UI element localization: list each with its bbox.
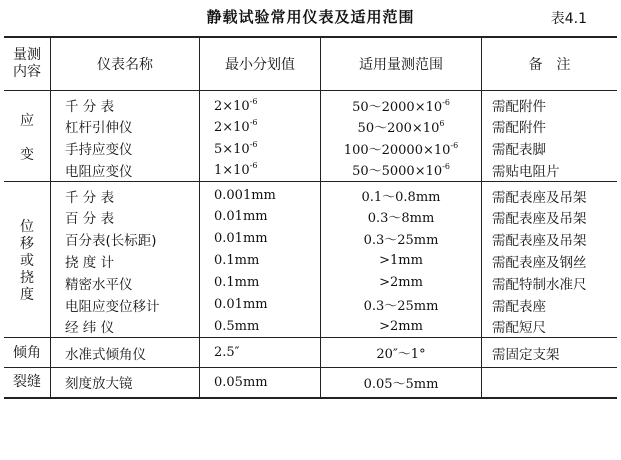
min-division	[200, 272, 321, 294]
range-value: 0.3～8mm	[367, 211, 435, 226]
table-body	[4, 91, 617, 398]
category-cell	[4, 91, 51, 182]
range-value: >2mm	[379, 318, 423, 334]
range-value: 50～200×10	[357, 120, 440, 136]
range	[321, 338, 482, 368]
category-label: 倾角	[13, 344, 41, 361]
instrument-name: 电阻应变位移计	[51, 294, 200, 316]
min-division	[200, 115, 321, 137]
note: 需配表座及钢丝	[492, 254, 587, 271]
min-division	[200, 338, 321, 368]
range	[321, 206, 482, 228]
range-value: 0.1～0.8mm	[361, 190, 441, 205]
note: 需固定支架	[482, 338, 618, 368]
table-row	[4, 272, 617, 294]
range-value: 0.3～25mm	[363, 233, 439, 248]
min-division-value: 0.01mm	[214, 209, 268, 224]
note: 需配表座及吊架	[482, 181, 618, 206]
min-division-value: 0.5mm	[214, 318, 260, 334]
header-range: 适用量测范围	[321, 37, 482, 91]
note: 需配短尺	[492, 320, 546, 337]
range	[321, 316, 482, 338]
table-row	[4, 181, 617, 206]
table-number: 表4.1	[550, 11, 587, 27]
instrument-name: 电阻应变仪	[51, 159, 200, 181]
note	[482, 368, 618, 398]
note: 需配附件	[492, 120, 546, 136]
min-division-exponent: -6	[249, 139, 258, 149]
min-division	[200, 316, 321, 338]
table-row	[4, 228, 617, 250]
instrument-name: 千 分 表	[51, 181, 200, 206]
instrument-name: 杠杆引伸仪	[51, 115, 200, 137]
category-cell	[4, 338, 51, 368]
instrument-name: 百 分 表	[51, 206, 200, 228]
min-division	[200, 137, 321, 159]
min-division-value: 5×10	[214, 141, 250, 157]
instrument-name: 经 纬 仪	[51, 316, 200, 338]
range	[321, 159, 482, 181]
range	[321, 115, 482, 137]
min-division-value: 2×10	[214, 98, 250, 114]
instrument-table	[4, 36, 617, 399]
min-division-exponent: -6	[249, 161, 258, 171]
range	[321, 228, 482, 250]
range-value: 50～2000×10	[352, 99, 443, 115]
table-row	[4, 338, 617, 368]
header-min-division: 最小分划值	[200, 37, 321, 91]
table-row	[4, 368, 617, 398]
header-name: 仪表名称	[51, 37, 200, 91]
min-division	[200, 181, 321, 206]
min-division	[200, 159, 321, 181]
range	[321, 272, 482, 294]
min-division-value: 2×10	[214, 119, 250, 135]
range-value: 50～5000×10	[352, 164, 443, 180]
note: 需配表座	[492, 298, 546, 315]
range	[321, 91, 482, 116]
category-cell	[4, 368, 51, 398]
instrument-name: 手持应变仪	[51, 137, 200, 159]
note: 需配特制水准尺	[492, 276, 587, 293]
min-division	[200, 228, 321, 250]
header-category: 量测内容	[4, 37, 51, 91]
min-division-value: 0.01mm	[214, 297, 268, 312]
instrument-name: 百分表(长标距)	[51, 228, 200, 250]
range-value: 100～20000×10	[343, 142, 451, 158]
min-division-value: 2.5″	[214, 345, 240, 360]
instrument-name: 精密水平仪	[51, 272, 200, 294]
instrument-name: 水准式倾角仪	[51, 338, 200, 368]
instrument-name: 刻度放大镜	[51, 368, 200, 398]
min-division-value: 0.05mm	[214, 374, 268, 390]
instrument-name: 挠 度 计	[51, 250, 200, 272]
note: 需配表脚	[492, 142, 546, 158]
range	[321, 137, 482, 159]
table-row	[4, 159, 617, 181]
category-cell	[4, 181, 51, 338]
table-row	[4, 250, 617, 272]
range-exponent: 6	[439, 118, 445, 128]
range-exponent: -6	[450, 140, 459, 150]
range-exponent: -6	[442, 162, 450, 172]
table-row	[4, 316, 617, 338]
table-title: 静载试验常用仪表及适用范围	[206, 8, 415, 26]
min-division-value: 0.1mm	[214, 253, 260, 268]
min-division	[200, 294, 321, 316]
note: 需配表座及吊架	[492, 210, 587, 227]
category-label: 裂缝	[13, 374, 41, 391]
range-value: 0.05～5mm	[363, 376, 439, 392]
range	[321, 181, 482, 206]
table-row	[4, 91, 617, 116]
table-row	[4, 206, 617, 228]
table-row	[4, 115, 617, 137]
range-value: >1mm	[379, 253, 423, 268]
range-exponent: -6	[442, 97, 450, 107]
header-row	[4, 37, 617, 91]
table-row	[4, 137, 617, 159]
min-division	[200, 250, 321, 272]
min-division	[200, 91, 321, 116]
range	[321, 294, 482, 316]
table-row	[4, 294, 617, 316]
note: 需贴电阻片	[492, 163, 560, 180]
min-division-value: 0.01mm	[214, 231, 268, 246]
min-division-value: 0.1mm	[214, 275, 260, 290]
min-division-value: 1×10	[214, 163, 250, 179]
range-value: 0.3～25mm	[363, 299, 439, 314]
note: 需配表座及吊架	[492, 232, 587, 249]
note: 需配附件	[482, 91, 618, 116]
min-division	[200, 368, 321, 398]
header-notes: 备 注	[482, 37, 618, 91]
category-label: 位移或挠度	[20, 218, 34, 303]
instrument-name: 千 分 表	[51, 91, 200, 116]
range	[321, 368, 482, 398]
range-value: 20″～1°	[376, 347, 426, 362]
category-label: 应变	[20, 112, 34, 163]
min-division-exponent: -6	[249, 117, 258, 127]
range-value: >2mm	[379, 275, 423, 290]
min-division-value: 0.001mm	[214, 188, 276, 203]
min-division	[200, 206, 321, 228]
range	[321, 250, 482, 272]
min-division-exponent: -6	[249, 96, 258, 106]
